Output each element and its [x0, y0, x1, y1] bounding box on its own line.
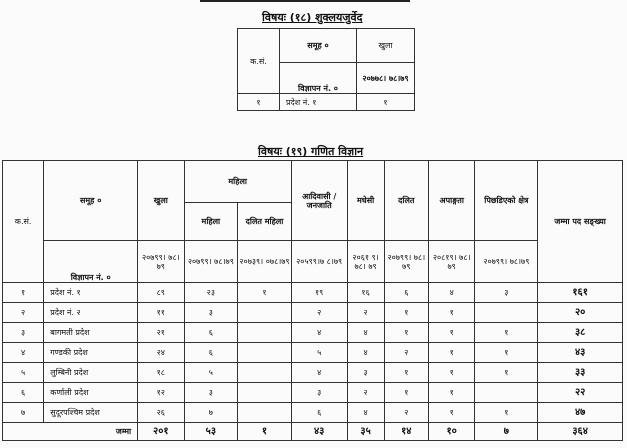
- cell-apangata: १: [428, 403, 474, 423]
- total-madhesi: ३५: [347, 423, 384, 441]
- cell-dalit: १: [384, 383, 428, 403]
- cell-jamma: २०: [538, 303, 623, 323]
- table-row: [3, 363, 623, 383]
- cell-khula: २६: [138, 403, 184, 423]
- cell-khula: ११: [138, 303, 184, 323]
- t1-row-value: १: [357, 94, 415, 111]
- cell-name: सुदूरपश्चिम प्रदेश: [44, 403, 138, 423]
- cell-ks: १: [3, 283, 44, 303]
- cell-dalit-mahila: [238, 343, 292, 363]
- total-apangata: १०: [428, 423, 474, 441]
- cell-jamma: २२: [538, 383, 623, 403]
- cell-dalit-mahila: १: [238, 283, 292, 303]
- cell-mahila: ५: [184, 363, 238, 383]
- cell-madhesi: ४: [347, 403, 384, 423]
- cell-jamma: ३३: [538, 363, 623, 383]
- cell-ks: ३: [3, 323, 44, 343]
- cell-madhesi: ३: [347, 363, 384, 383]
- cell-apangata: १: [428, 323, 474, 343]
- cell-apangata: १: [428, 363, 474, 383]
- cell-name: कर्णाली प्रदेश: [44, 383, 138, 403]
- table-row: [3, 283, 623, 303]
- cell-dalit: १: [384, 323, 428, 343]
- cell-ks: ६: [3, 383, 44, 403]
- cell-mahila: ६: [184, 323, 238, 343]
- total-jamma: ३६४: [538, 423, 623, 441]
- t2-code-madhesi: २०६१ ९।७८। ७९: [347, 241, 384, 283]
- total-pichhadiyeko: ७: [475, 423, 538, 441]
- cell-dalit-mahila: [238, 323, 292, 343]
- t1-hdr-vigyapan: विज्ञापन नं. ०: [280, 63, 357, 94]
- cell-apangata: ४: [428, 283, 474, 303]
- cell-dalit-mahila: [238, 383, 292, 403]
- t2-hdr-mahila-group: महिला: [184, 161, 291, 203]
- cell-dalit-mahila: [238, 363, 292, 383]
- t1-hdr-ks: क.सं.: [238, 29, 280, 94]
- t2-hdr-pichhadiyeko: पिछडिएको क्षेत्र: [475, 161, 538, 241]
- total-mahila: ५३: [184, 423, 238, 441]
- cell-pichhadiyeko: १: [475, 323, 538, 343]
- cell-name: गण्डकी प्रदेश: [44, 343, 138, 363]
- cell-adivasi: २: [291, 303, 347, 323]
- cell-dalit: १: [384, 303, 428, 323]
- cell-ks: ४: [3, 343, 44, 363]
- cell-khula: ८९: [138, 283, 184, 303]
- cell-khula: १८: [138, 363, 184, 383]
- cell-dalit: २: [384, 403, 428, 423]
- total-label: जम्मा: [3, 423, 138, 441]
- t2-hdr-apangata: अपाङ्गता: [428, 161, 474, 241]
- table1-title: विषयः (१८) शुक्लयजुर्वेद: [262, 11, 363, 24]
- t2-hdr-mahila: महिला: [184, 203, 238, 241]
- cell-apangata: १: [428, 343, 474, 363]
- cell-adivasi: ६: [291, 403, 347, 423]
- cell-adivasi: ३: [291, 383, 347, 403]
- t1-hdr-samuha: समूह ०: [280, 29, 357, 63]
- total-dalit: १४: [384, 423, 428, 441]
- cell-madhesi: ४: [347, 323, 384, 343]
- cell-ks: ५: [3, 363, 44, 383]
- cell-dalit-mahila: [238, 403, 292, 423]
- t2-code-apangata: २०८१९। ७८।७९: [428, 241, 474, 283]
- cell-name: बागमती प्रदेश: [44, 323, 138, 343]
- total-row: [3, 423, 623, 441]
- table-row: [3, 303, 623, 323]
- cell-name: प्रदेश नं. १: [44, 283, 138, 303]
- cell-apangata: १: [428, 383, 474, 403]
- cell-dalit: ६: [384, 283, 428, 303]
- table-row: [3, 343, 623, 363]
- cell-pichhadiyeko: १: [475, 343, 538, 363]
- total-dalit-mahila: १: [238, 423, 292, 441]
- cell-madhesi: २: [347, 383, 384, 403]
- cell-mahila: ३: [184, 303, 238, 323]
- cell-adivasi: ४: [291, 323, 347, 343]
- t1-hdr-khula: खुला: [357, 29, 415, 63]
- t1-row-name: प्रदेश नं. १: [280, 94, 357, 111]
- cell-apangata: १: [428, 303, 474, 323]
- cell-pichhadiyeko: [475, 303, 538, 323]
- cell-dalit: १: [384, 363, 428, 383]
- cell-madhesi: १६: [347, 283, 384, 303]
- cell-adivasi: १९: [291, 283, 347, 303]
- t2-hdr-vigyapan: विज्ञापन नं. ०: [44, 241, 138, 283]
- table-row: [238, 94, 415, 111]
- total-adivasi: ४३: [291, 423, 347, 441]
- table2-title: विषयः (१९) गणित विज्ञान: [258, 145, 364, 158]
- table-row: [3, 323, 623, 343]
- cell-pichhadiyeko: १: [475, 403, 538, 423]
- cell-madhesi: ४: [347, 343, 384, 363]
- cell-mahila: ६: [184, 343, 238, 363]
- cell-jamma: ३८: [538, 323, 623, 343]
- t2-hdr-samuha: समूह ०: [44, 161, 138, 241]
- table-row: [3, 383, 623, 403]
- t1-code-khula: २०७७८। ७८।७९: [357, 63, 415, 94]
- cell-mahila: २३: [184, 283, 238, 303]
- t2-hdr-khula: खुला: [138, 161, 184, 241]
- cell-jamma: १६१: [538, 283, 623, 303]
- t2-hdr-madhesi: मधेसी: [347, 161, 384, 241]
- table2: [2, 160, 623, 441]
- cell-pichhadiyeko: १: [475, 363, 538, 383]
- t2-code-dalit: २०७९९। ७८।७९: [384, 241, 428, 283]
- cell-pichhadiyeko: ३: [475, 283, 538, 303]
- cell-dalit: २: [384, 343, 428, 363]
- t2-code-pichhadiyeko: २०७९९। ७८।७९: [475, 241, 538, 283]
- table-row: [3, 403, 623, 423]
- total-khula: २०१: [138, 423, 184, 441]
- cell-mahila: ७: [184, 403, 238, 423]
- t2-hdr-adivasi: आदिवासी / जनजाति: [291, 161, 347, 241]
- table1: [237, 28, 415, 111]
- t2-code-khula: २०७९९। ७८।७९: [138, 241, 184, 283]
- cell-jamma: ४७: [538, 403, 623, 423]
- t2-code-mahila: २०७९९। ७८।७९: [184, 241, 238, 283]
- cell-ks: ७: [3, 403, 44, 423]
- t2-code-dalit-mahila: २०७३९। ०७८।७९: [238, 241, 292, 283]
- cell-madhesi: २: [347, 303, 384, 323]
- cell-khula: १२: [138, 383, 184, 403]
- cell-ks: २: [3, 303, 44, 323]
- cell-jamma: ४३: [538, 343, 623, 363]
- cell-adivasi: ४: [291, 363, 347, 383]
- t2-hdr-dalit-mahila: दलित महिला: [238, 203, 292, 241]
- top-rule: [200, 0, 410, 2]
- t2-hdr-dalit: दलित: [384, 161, 428, 241]
- cell-adivasi: ५: [291, 343, 347, 363]
- cell-pichhadiyeko: [475, 383, 538, 403]
- cell-khula: २१: [138, 323, 184, 343]
- t2-hdr-ks: क.सं.: [3, 161, 44, 283]
- cell-name: लुम्बिनी प्रदेश: [44, 363, 138, 383]
- cell-mahila: ३: [184, 383, 238, 403]
- t2-code-adivasi: २०५९९।७ ८।७९: [291, 241, 347, 283]
- cell-dalit-mahila: [238, 303, 292, 323]
- t1-row-ks: १: [238, 94, 280, 111]
- cell-khula: २४: [138, 343, 184, 363]
- cell-name: प्रदेश नं. २: [44, 303, 138, 323]
- t2-hdr-jamma: जम्मा पद सङ्ख्या: [538, 161, 623, 283]
